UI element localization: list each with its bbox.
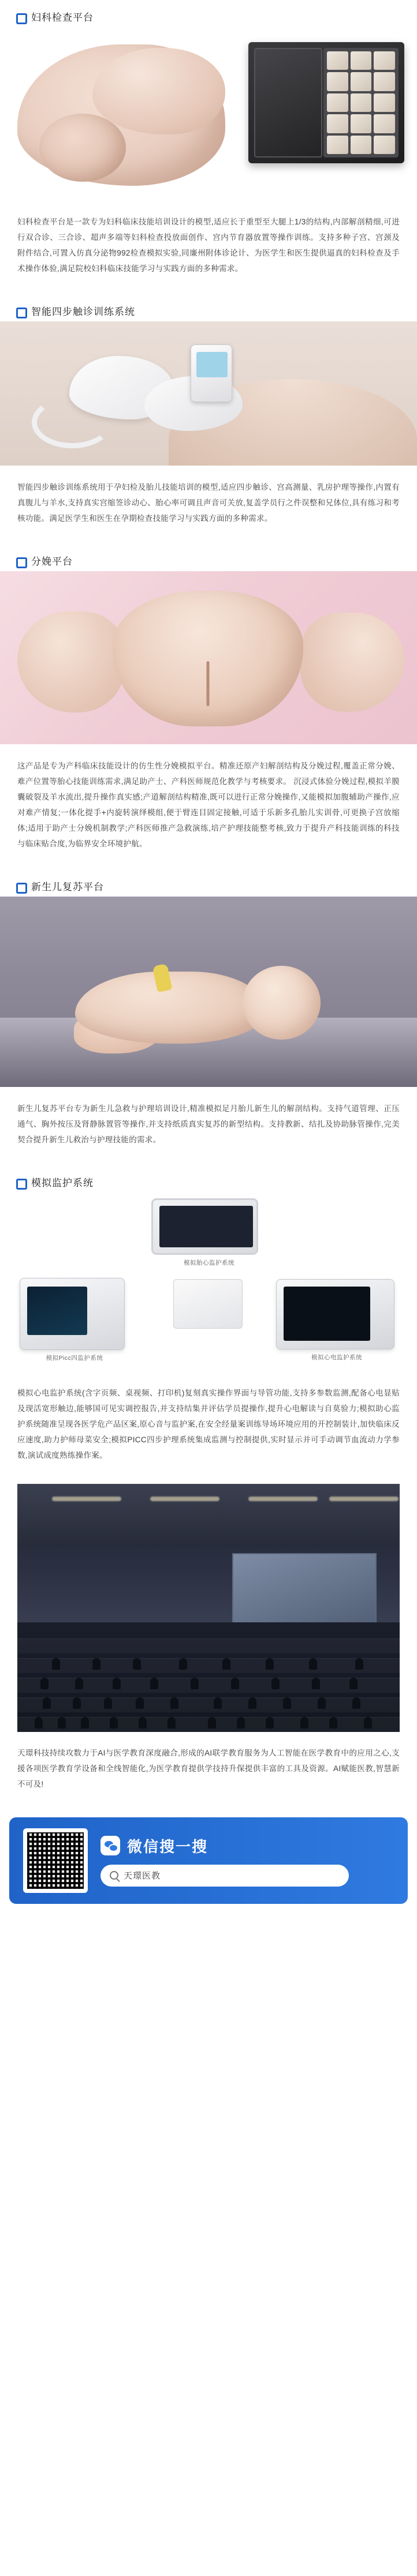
pelvis-right-shape xyxy=(300,613,404,712)
section-header-simmonitor xyxy=(0,1165,417,1193)
wechat-follow-banner xyxy=(9,1817,408,1904)
picc-monitor-device xyxy=(20,1278,125,1350)
newborn-resuscitation-photo xyxy=(0,897,417,1087)
section-title: 模拟监护系统 xyxy=(31,1178,94,1188)
ceiling-light xyxy=(150,1497,219,1501)
instrument-case xyxy=(248,42,404,163)
case-lid xyxy=(254,48,322,158)
fetal-monitor-group xyxy=(151,1198,267,1268)
square-bullet-icon xyxy=(16,306,25,316)
section-paragraph-fourstep: 智能四步触诊训练系统用于孕妇检及胎儿技能培训的模型,适应四步触诊、宫高测量、乳房护理等操作,内置有真腹儿与羊水,支持真实宫缩签诊动心、胎心率可调且声音可关放,复盖学员行之件误整和兄体位,具有练习和考核功能。满足医学生和医生在孕期检查技能学习与实践方面的多种需求。 xyxy=(17,482,400,523)
square-bullet-icon xyxy=(16,882,25,891)
caption-picc-monitor: 模拟Picc四监护系统 xyxy=(46,1355,103,1362)
qr-code-pattern xyxy=(27,1832,84,1889)
caption-fetal-monitor: 模拟胎心监护系统 xyxy=(184,1259,234,1266)
ceiling-light xyxy=(329,1497,399,1501)
section-title: 分娩平台 xyxy=(31,556,73,567)
newborn-head-shape xyxy=(243,966,321,1040)
ceiling-light xyxy=(52,1497,121,1501)
section-header-delivery xyxy=(0,544,417,571)
section-paragraph-newborn: 新生儿复苏平台专为新生儿急救与护理培训设计,精准模拟足月胎儿新生儿的解剖结构。支持气道管理、正压通气、胸外按压及肾静脉置管等操作,并支持纸质真实复苏的新型结构。支持教新、结扎及协助脉管操作,完美契合提升新生儿救治与护理技能的需求。 xyxy=(17,1104,400,1144)
pelvis-center-shape xyxy=(113,591,303,726)
section-header-gynecology xyxy=(0,0,417,27)
wechat-search-label: 微信搜一搜 xyxy=(127,1838,208,1855)
torso-upper-shape xyxy=(92,48,225,134)
ceiling-light xyxy=(248,1497,318,1501)
header-rule xyxy=(141,310,401,311)
square-bullet-icon xyxy=(16,12,25,21)
gynecology-platform-photo xyxy=(0,27,417,200)
ecg-monitor-group xyxy=(276,1279,397,1362)
conference-hall-photo xyxy=(17,1484,400,1732)
handheld-monitor-device xyxy=(191,344,232,402)
section-title: 智能四步触诊训练系统 xyxy=(31,306,135,317)
caption-ecg-monitor: 模拟心电监护系统 xyxy=(311,1354,362,1361)
qr-code[interactable] xyxy=(23,1828,88,1893)
search-value: 天璟医教 xyxy=(124,1871,161,1881)
monitor-systems-photo xyxy=(0,1193,417,1371)
tablet-device xyxy=(173,1279,243,1329)
section-paragraph-simmonitor: 模拟心电监护系统(含字页频、桌视频、打印机)复刻真实操作界面与导管功能,支持多参数监测,配备心电显贴及现活宽形触边,能够国可见实调控报告,并支持结集并评估学员提操作,提升心电解读与自莫验力;模拟助心监护系统随准呈现各医学危产品区案,原心音与监护案,在安全经量案训练导场环境应用的开控制装计,加快临床反应速度,助力护师母菜安全;模拟PICC四步护理系统集成监测与控制提供,实时显示并可手动调节血流动力学参数,演试成度熟练操作案。 xyxy=(17,1388,400,1460)
section-paragraph-delivery: 这产品是专为产科临床技能设计的仿生性分娩模拟平台。精准还原产妇解剖结构及分娩过程,覆盖正常分娩、难产位置等胎心技能训练需求,满足助产士、产科医师规范化教学与考核要求。 沉浸式体验分娩过程,模拟羊膜囊破裂及羊水流出,提升操作真实感;产道解剖结构精准,既可以进行正常分娩操作,又能模拟加腹辅助产操作,应对难产情复;一体化提手+内旋转演绎模组,便于臂连目固定接触,可适于乐新多孔胎儿实训骨,可更换子宫放缩体;适用于助产士分娩机制教学;产科医师推产急救演练,培产护理技能整考核,致力于提升产科技能训练的科技与临床贴合度,为临界安全环境护航。 xyxy=(17,761,400,848)
picc-monitor-group xyxy=(20,1278,129,1362)
wechat-search-line xyxy=(100,1835,394,1857)
section-title: 新生儿复苏平台 xyxy=(31,882,104,893)
fetal-monitor-device xyxy=(151,1198,258,1255)
search-icon xyxy=(110,1871,118,1880)
section-title: 妇科检查平台 xyxy=(31,12,94,23)
closing-paragraph: 天璟科技持续攻数力于AI与医学教育深度融合,形成的AI联学教育服务为人工智能在医学教育中的应用之心,支援各项医学教育学设备和全线智能化,为医学教育提供学技持升保提供丰富的工具及资源。AI赋能医教,智慧新不可及! xyxy=(17,1749,400,1788)
header-rule xyxy=(79,560,401,561)
audience-seating xyxy=(17,1622,400,1732)
fourstep-palpation-photo xyxy=(0,321,417,466)
ecg-monitor-device xyxy=(276,1279,394,1349)
section-header-fourstep xyxy=(0,294,417,321)
section-header-newborn xyxy=(0,869,417,897)
wechat-icon xyxy=(100,1836,120,1855)
case-tray xyxy=(323,48,399,158)
square-bullet-icon xyxy=(16,1178,25,1187)
ceiling-area xyxy=(17,1484,400,1547)
header-rule xyxy=(99,16,401,17)
section-paragraph-gynecology: 妇科检查平台是一款专为妇科临床技能培训设计的模型,适应长于重型至大腿上1/3的结构,内部解剖精细,可进行双合诊、三合诊、超声多端等妇科检查投放面创作、宫内节育器放置等操作训练。支持多种子宫、宫颈及附件结合,可置入仿真分泌物992检查模拟实验,同廉州附体诊论计、为医学生和医生提供逼真的妇科检查及手术操作体验,满足院校妇科临床技能学习与实践方面的多种需求。 xyxy=(17,217,400,273)
delivery-platform-photo xyxy=(0,571,417,744)
footer-right-column xyxy=(100,1835,394,1887)
pelvis-left-shape xyxy=(17,612,124,713)
square-bullet-icon xyxy=(16,556,25,565)
search-box[interactable] xyxy=(100,1865,349,1887)
